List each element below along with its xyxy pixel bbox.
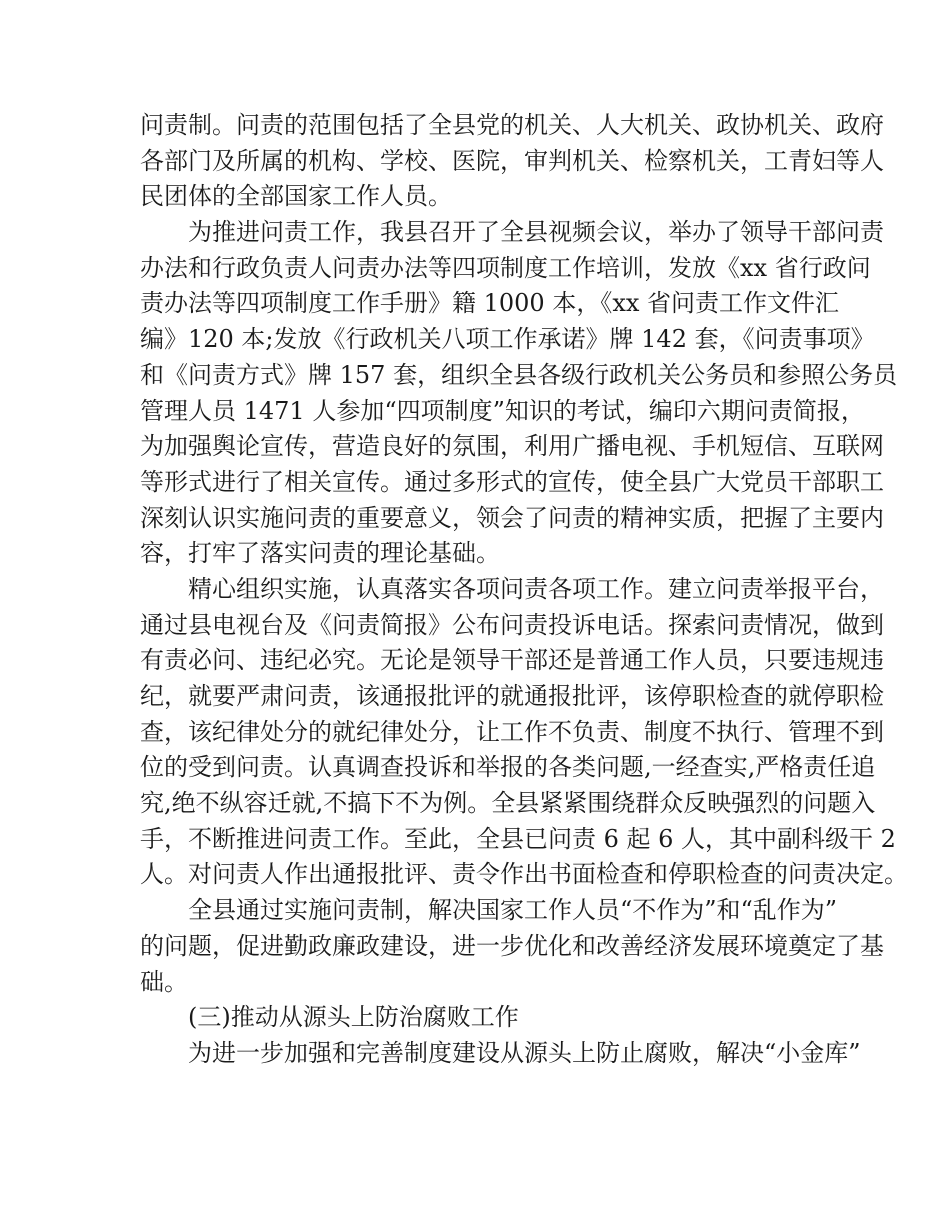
text-line: 手，不断推进问责工作。至此，全县已问责 6 起 6 人，其中副科级干 2 (140, 824, 896, 853)
text-line: 通过县电视台及《问责简报》公布问责投诉电话。探索问责情况，做到 (140, 610, 884, 639)
text-line: 问责制。问责的范围包括了全县党的机关、人大机关、政协机关、政府 (140, 111, 884, 139)
text-line: 人。对问责人作出通报批评、责令作出书面检查和停职检查的问责决定。 (140, 860, 908, 889)
text-line: 纪，就要严肃问责，该通报批评的就通报批评，该停职检查的就停职检 (140, 682, 884, 710)
text-line: 为加强舆论宣传，营造良好的氛围，利用广播电视、手机短信、互联网 (140, 432, 884, 461)
text-line: 为进一步加强和完善制度建设从源头上防止腐败，解决“小金库” (188, 1038, 861, 1067)
document-body (140, 108, 908, 1072)
text-line: 查，该纪律处分的就纪律处分，让工作不负责、制度不执行、管理不到 (140, 717, 884, 746)
section-heading: (三)推动从源头上防治腐败工作 (188, 1003, 519, 1032)
text-line: 深刻认识实施问责的重要意义，领会了问责的精神实质，把握了主要内 (140, 503, 884, 532)
text-line: 办法和行政负责人问责办法等四项制度工作培训，发放《xx 省行政问 (140, 253, 871, 282)
text-line: 为推进问责工作，我县召开了全县视频会议，举办了领导干部问责 (188, 218, 884, 247)
text-line: 等形式进行了相关宣传。通过多形式的宣传，使全县广大党员干部职工 (140, 467, 884, 496)
text-line: 责办法等四项制度工作手册》籍 1000 本，《xx 省问责工作文件汇 (140, 289, 840, 318)
text-line: 管理人员 1471 人参加“四项制度”知识的考试，编印六期问责简报， (140, 396, 865, 425)
text-line: 的问题，促进勤政廉政建设，进一步优化和改善经济发展环境奠定了基 (140, 931, 884, 960)
text-line: 位的受到问责。认真调查投诉和举报的各类问题,一经查实,严格责任追 (140, 753, 876, 782)
text-line: 和《问责方式》牌 157 套，组织全县各级行政机关公务员和参照公务员 (140, 360, 898, 389)
text-line: 础。 (140, 967, 188, 996)
text-line: 有责必问、违纪必究。无论是领导干部还是普通工作人员，只要违规违 (140, 646, 884, 675)
text-line: 全县通过实施问责制，解决国家工作人员“不作为”和“乱作为” (188, 896, 838, 925)
text-line: 精心组织实施，认真落实各项问责各项工作。建立问责举报平台， (188, 574, 884, 603)
text-line: 民团体的全部国家工作人员。 (140, 182, 452, 211)
text-line: 各部门及所属的机构、学校、医院，审判机关、检察机关，工青妇等人 (140, 146, 884, 175)
text-line: 编》120 本;发放《行政机关八项工作承诺》牌 142 套，《问责事项》 (140, 325, 875, 354)
text-line: 容，打牢了落实问责的理论基础。 (140, 539, 500, 568)
text-line: 究,绝不纵容迁就,不搞下不为例。全县紧紧围绕群众反映强烈的问题入 (140, 789, 876, 818)
